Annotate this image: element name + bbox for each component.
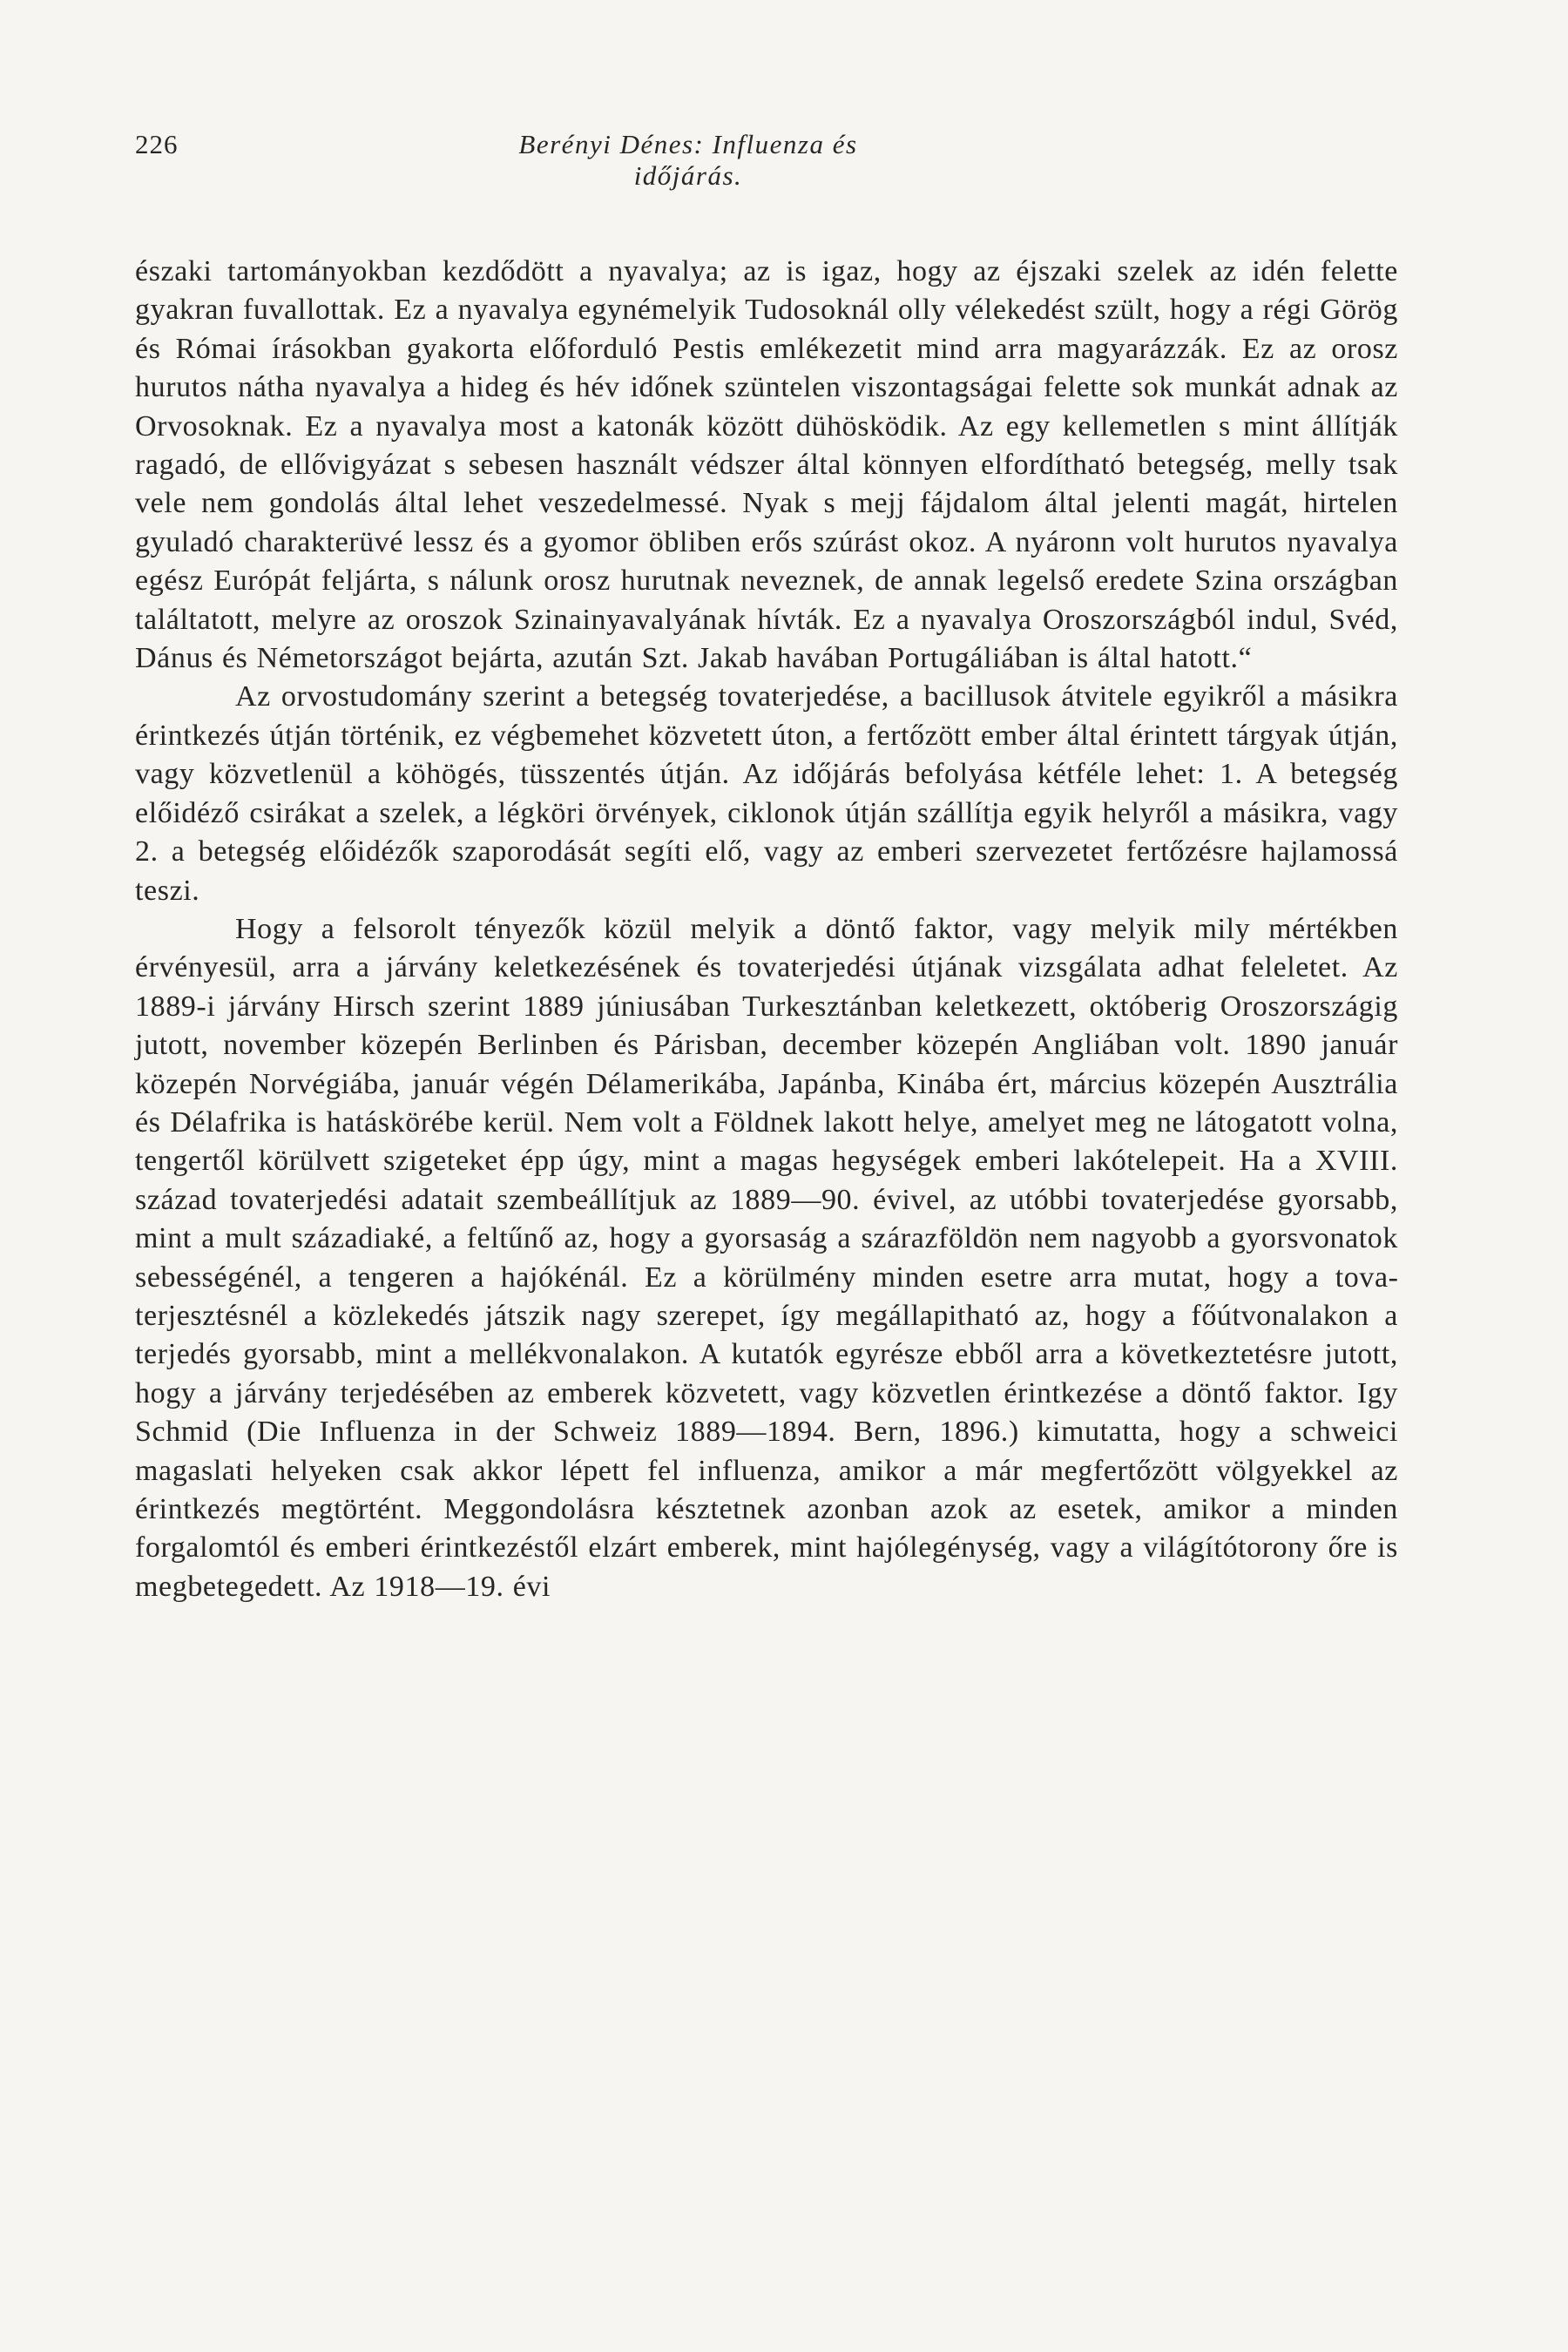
paragraph-quote-continuation: északi tartományokban kezdődött a nyavalya; az is igaz, hogy az éjszaki szelek az idén felette gyakran fuvallottak. Ez a nyavalya egynémelyik Tudosoknál olly vélekedést szült, hogy a régi Görög és Római írásokban gyakorta előforduló Pestis emlékezetit mind arra magyarázzák. Ez az orosz hurutos nátha nyavalya a hideg és hév időnek szüntelen viszontagságai felette sok munkát adnak az Orvosoknak. Ez a nyavalya most a katonák között dühösködik. Az egy kellemetlen s mint állítják ragadó, de ellővigyázat s sebesen használt védszer által könnyen elfordítható betegség, melly tsak vele nem gondolás által lehet veszedelmessé. Nyak s mejj fájdalom által jelenti magát, hirtelen gyuladó charakterüvé lessz és a gyomor öbliben erős szúrást okoz. A nyáronn volt hurutos nyavalya egész Európát feljárta, s nálunk orosz hurutnak neveznek, de annak legelső eredete Szina országban találtatott, melyre az oroszok Szinainyavalyának hívták. Ez a nyavalya Oroszországból indul, Svéd, Dánus és Németországot bejárta, azután Szt. Jakab havában Portugáliában is által hatott.“ [135, 255, 1398, 675]
body-text [135, 253, 1398, 1606]
page-header [135, 129, 1398, 191]
running-title: Berényi Dénes: Influenza és időjárás. [518, 129, 858, 191]
paragraph-transmission: Az orvostudomány szerint a betegség tovaterjedése, a bacillusok átvitele egyikről a másikra érintkezés útján történik, ez végbemehet közvetett úton, a fertőzött ember által érintett tárgyak útján, vagy közvetlenül a köhögés, tüsszentés útján. Az időjárás befolyása kétféle lehet: 1. A betegség előidéző csirákat a szelek, a légköri örvények, ciklonok útján szállítja egyik helyről a másikra, vagy 2. a betegség előidézők szaporodását segíti elő, vagy az emberi szervezetet fertőzésre hajlamossá teszi. [135, 680, 1398, 907]
page-number: 226 [135, 129, 179, 159]
paragraph-epidemic-spread: Hogy a felsorolt tényezők közül melyik a döntő faktor, vagy melyik mily mértékben érvényesül, arra a járvány keletkezésének és tovaterjedési útjának vizsgálata adhat feleletet. Az 1889-i járvány Hirsch szerint 1889 júniusában Turkesztánban keletkezett, októberig Oroszországig jutott, november közepén Berlinben és Párisban, december közepén Angliában volt. 1890 január közepén Norvégiába, január végén Délamerikába, Japánba, Kinába ért, március közepén Ausztrália és Délafrika is hatáskörébe kerül. Nem volt a Földnek lakott helye, amelyet meg ne látogatott volna, tengertől körülvett szigeteket épp úgy, mint a magas hegységek emberi lakótelepeit. Ha a XVIII. század tovaterjedési adatait szembeállítjuk az 1889—90. évivel, az utóbbi tovaterjedése gyorsabb, mint a mult századiaké, a feltűnő az, hogy a gyorsaság a szárazföldön nem nagyobb a gyorsvonatok sebességénél, a tengeren a hajókénál. Ez a körülmény minden esetre arra mutat, hogy a tovaterjesztésnél a közlekedés játszik nagy szerepet, így megállapitható az, hogy a főútvonalakon a terjedés gyorsabb, mint a mellékvonalakon. A kutatók egyrésze ebből arra a következtetésre jutott, hogy a járvány terjedésében az emberek közvetett, vagy közvetlen érintkezése a döntő faktor. Igy Schmid (Die Influenza in der Schweiz 1889—1894. Bern, 1896.) kimutatta, hogy a schweici magaslati helyeken csak akkor lépett fel influenza, amikor a már megfertőzött völgyekkel az érintkezés megtörtént. Meggondolásra késztetnek azonban azok az esetek, amikor a minden forgalomtól és emberi érintkezéstől elzárt emberek, mint hajólegénység, vagy a világítótorony őre is megbetegedett. Az 1918—19. évi [135, 912, 1398, 1603]
